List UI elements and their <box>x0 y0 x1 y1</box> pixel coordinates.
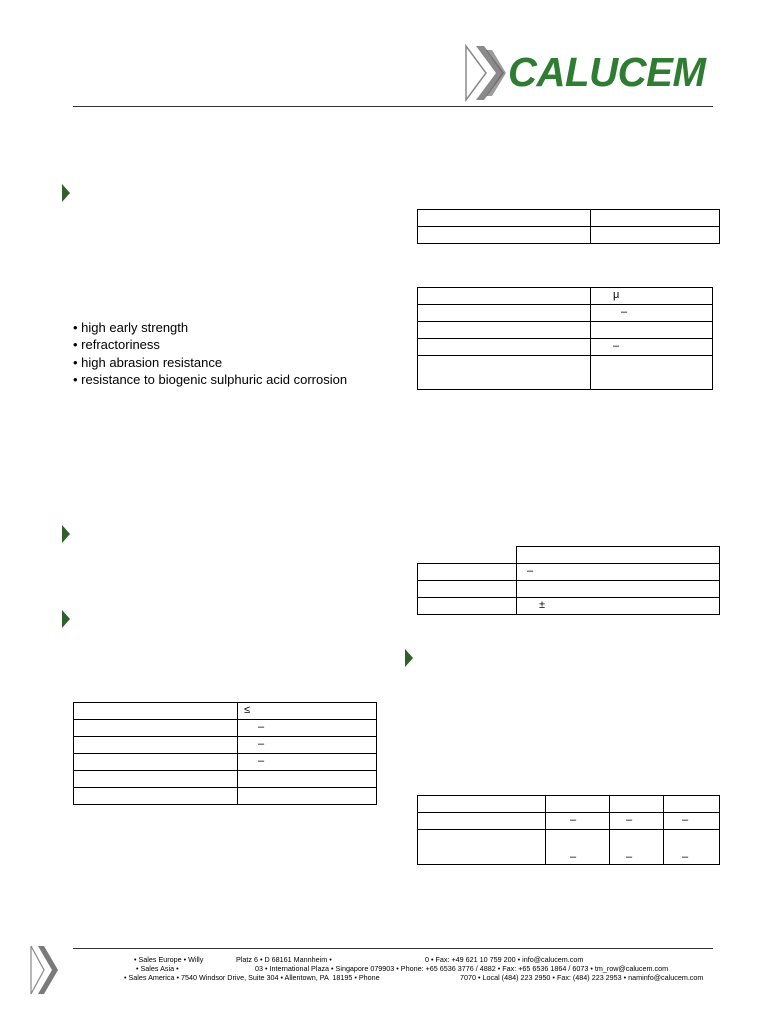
table-cell <box>418 227 591 244</box>
table-cell <box>591 210 720 227</box>
table-cell <box>418 322 591 339</box>
range-symbol: – <box>570 814 577 826</box>
table-cell <box>418 796 546 813</box>
table-row <box>418 322 713 339</box>
table-row <box>418 210 720 227</box>
table-cell <box>418 356 591 390</box>
table-cell <box>74 788 238 805</box>
table-cell <box>74 703 238 720</box>
table-row <box>74 754 377 771</box>
table-row <box>418 227 720 244</box>
unit-symbol: μ <box>613 289 620 301</box>
header-divider <box>73 106 713 107</box>
table-cell <box>664 813 720 830</box>
footer-text: • Sales Europe • Willy <box>134 955 204 964</box>
list-item: • high early strength <box>73 320 189 335</box>
list-item: • high abrasion resistance <box>73 354 223 370</box>
footer-text: • Sales Asia • <box>136 964 179 973</box>
table-cell <box>610 830 664 865</box>
table-cell <box>74 771 238 788</box>
table-row <box>418 564 720 581</box>
table-row <box>74 771 377 788</box>
footer-text: Platz 6 • D 68161 Mannheim • <box>236 955 332 964</box>
table-cell <box>591 356 713 390</box>
table-row <box>74 720 377 737</box>
brand-logo: CALUCEM <box>508 49 706 95</box>
section-marker-icon <box>62 610 70 628</box>
table-cell <box>546 830 610 865</box>
property-bullet-list <box>73 319 347 388</box>
footer-divider <box>73 948 713 949</box>
table-cell <box>418 339 591 356</box>
table-cell <box>418 830 546 865</box>
table-row <box>418 830 720 865</box>
footer-text: 0 • Fax: +49 621 10 759 200 • info@calucem.com <box>425 955 584 964</box>
table-cell <box>517 564 720 581</box>
range-symbol: – <box>621 306 628 318</box>
table-row <box>418 581 720 598</box>
table-cell <box>591 305 713 322</box>
range-symbol: – <box>258 755 265 767</box>
table-cell <box>238 737 377 754</box>
table-row <box>418 796 720 813</box>
table-cell <box>517 547 720 564</box>
footer-text: 7070 • Local (484) 223 2950 • Fax: (484) 223 2953 • naminfo@calucem.com <box>460 973 704 982</box>
list-item: • refractoriness <box>73 337 160 353</box>
range-symbol: – <box>613 340 620 352</box>
table-cell <box>664 830 720 865</box>
chevron-arrow-logo-icon <box>464 44 506 102</box>
table-cell <box>238 788 377 805</box>
table-3 <box>417 546 720 615</box>
table-cell <box>238 754 377 771</box>
table-cell <box>591 227 720 244</box>
table-row <box>418 356 713 390</box>
table-cell <box>591 288 713 305</box>
table-row <box>418 598 720 615</box>
footer-text: 03 • International Plaza • Singapore 079903 • Phone: +65 6536 3776 / 4882 • Fax: +65 6536 1864 / 6073 • tm_row@calucem.com <box>255 964 669 973</box>
table-cell <box>517 581 720 598</box>
table-1 <box>417 209 720 244</box>
range-symbol: – <box>258 738 265 750</box>
range-symbol: – <box>682 851 689 863</box>
table-4 <box>73 702 377 805</box>
section-marker-icon <box>405 649 413 667</box>
table-cell <box>546 796 610 813</box>
section-marker-icon <box>62 184 70 202</box>
table-row <box>74 788 377 805</box>
table-cell <box>591 339 713 356</box>
table-cell <box>418 598 517 615</box>
table-row <box>418 339 713 356</box>
tolerance-symbol: ± <box>539 599 546 611</box>
table-cell <box>546 813 610 830</box>
range-symbol: – <box>258 721 265 733</box>
section-marker-icon <box>62 525 70 543</box>
range-symbol: – <box>527 565 534 577</box>
table-cell <box>74 720 238 737</box>
table-cell <box>610 813 664 830</box>
table-cell <box>418 581 517 598</box>
range-symbol: – <box>682 814 689 826</box>
table-cell <box>238 703 377 720</box>
table-cell <box>418 288 591 305</box>
table-cell <box>238 720 377 737</box>
table-cell <box>418 813 546 830</box>
limit-symbol: ≤ <box>244 704 251 716</box>
range-symbol: – <box>626 814 633 826</box>
range-symbol: – <box>570 851 577 863</box>
chevron-arrow-footer-icon <box>30 945 60 995</box>
table-cell <box>517 598 720 615</box>
table-row <box>418 547 720 564</box>
table-cell <box>74 754 238 771</box>
table-cell <box>664 796 720 813</box>
footer-text: • Sales America • 7540 Windsor Drive, Suite 304 • Allentown, PA 18195 • Phone <box>124 973 380 982</box>
table-cell <box>74 737 238 754</box>
range-symbol: – <box>626 851 633 863</box>
table-5 <box>417 795 720 865</box>
table-cell <box>591 322 713 339</box>
table-2 <box>417 287 713 390</box>
table-cell <box>418 547 517 564</box>
table-row <box>418 288 713 305</box>
table-cell <box>610 796 664 813</box>
table-row <box>74 703 377 720</box>
table-row <box>418 813 720 830</box>
table-cell <box>238 771 377 788</box>
table-cell <box>418 564 517 581</box>
table-row <box>418 305 713 322</box>
list-item: • resistance to biogenic sulphuric acid corrosion <box>73 371 348 387</box>
table-cell <box>418 305 591 322</box>
table-cell <box>418 210 591 227</box>
table-row <box>74 737 377 754</box>
